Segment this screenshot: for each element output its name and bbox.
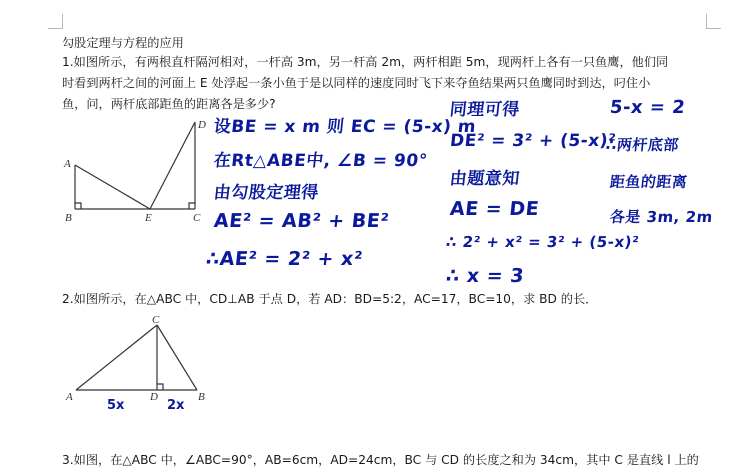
hw-col1-line3: 由勾股定理得 [212, 183, 320, 203]
page-corner-mark [48, 14, 63, 29]
problem1-line1: 1.如图所示，有两根直杆隔河相对，一杆高 3m，另一杆高 2m，两杆相距 5m，现两杆上各有一只鱼鹰，他们同 [62, 55, 669, 69]
hw-bd-2x: 2x [167, 398, 185, 413]
hw-col2-line3: 由题意知 [448, 169, 521, 189]
hw-col2-line4: AE = DE [448, 198, 541, 220]
label-e: E [145, 212, 152, 224]
problem1-figure [58, 110, 218, 225]
line-ae [75, 165, 150, 209]
hw-col1-line4: AE² = AB² + BE² [212, 210, 391, 232]
label-d: D [150, 391, 158, 403]
problem2-text: 2.如图所示，在△ABC 中，CD⊥AB 于点 D，若 AD：BD=5:2，AC=17，BC=10，求 BD 的长． [62, 292, 598, 306]
problem1-line2: 时看到两杆之间的河面上 E 处浮起一条小鱼于是以同样的速度同时飞下来夺鱼结果两只鱼鹰同时到达，叼住小 [62, 76, 651, 90]
hw-col2-line5: ∴ 2² + x² = 3² + (5-x)² [445, 233, 641, 251]
problem1-line3: 鱼，问，两杆底部距鱼的距离各是多少? [62, 97, 276, 111]
line-de [150, 122, 195, 209]
hw-col1-line2: 在Rt△ABE中, ∠B = 90° [212, 151, 429, 171]
hw-col3-line1: 5-x = 2 [608, 97, 687, 118]
problem2-figure [60, 312, 220, 417]
hw-col1-line1: 设BE = x m 则 EC = (5-x) m [212, 117, 478, 137]
right-angle-c [189, 203, 195, 209]
hw-col3-line3: 距鱼的距离 [609, 173, 689, 191]
hw-col2-line6: ∴ x = 3 [444, 265, 526, 287]
label-a: A [64, 158, 71, 170]
hw-ad-5x: 5x [107, 398, 125, 413]
hw-col2-line2: DE² = 3² + (5-x)² [448, 131, 618, 151]
side-ac [76, 325, 157, 390]
right-angle-d [157, 384, 163, 390]
hw-col3-line2: ∴两杆底部 [605, 136, 680, 154]
page-title: 勾股定理与方程的应用 [62, 36, 184, 50]
hw-col3-line4: 各是 3m, 2m [609, 208, 714, 226]
problem3-text: 3.如图，在△ABC 中，∠ABC=90°，AB=6cm，AD=24cm，BC 与 CD 的长度之和为 34cm，其中 C 是直线 l 上的 [62, 453, 699, 467]
label-d: D [198, 119, 206, 131]
side-bc [157, 325, 197, 390]
label-c: C [152, 314, 160, 326]
label-b: B [65, 212, 72, 224]
label-a: A [66, 391, 73, 403]
page-corner-mark [706, 14, 721, 29]
hw-col1-line5: ∴AE² = 2² + x² [204, 248, 364, 270]
hw-col2-line1: 同理可得 [448, 100, 521, 120]
label-b: B [198, 391, 205, 403]
label-c: C [193, 212, 201, 224]
right-angle-b [75, 203, 81, 209]
